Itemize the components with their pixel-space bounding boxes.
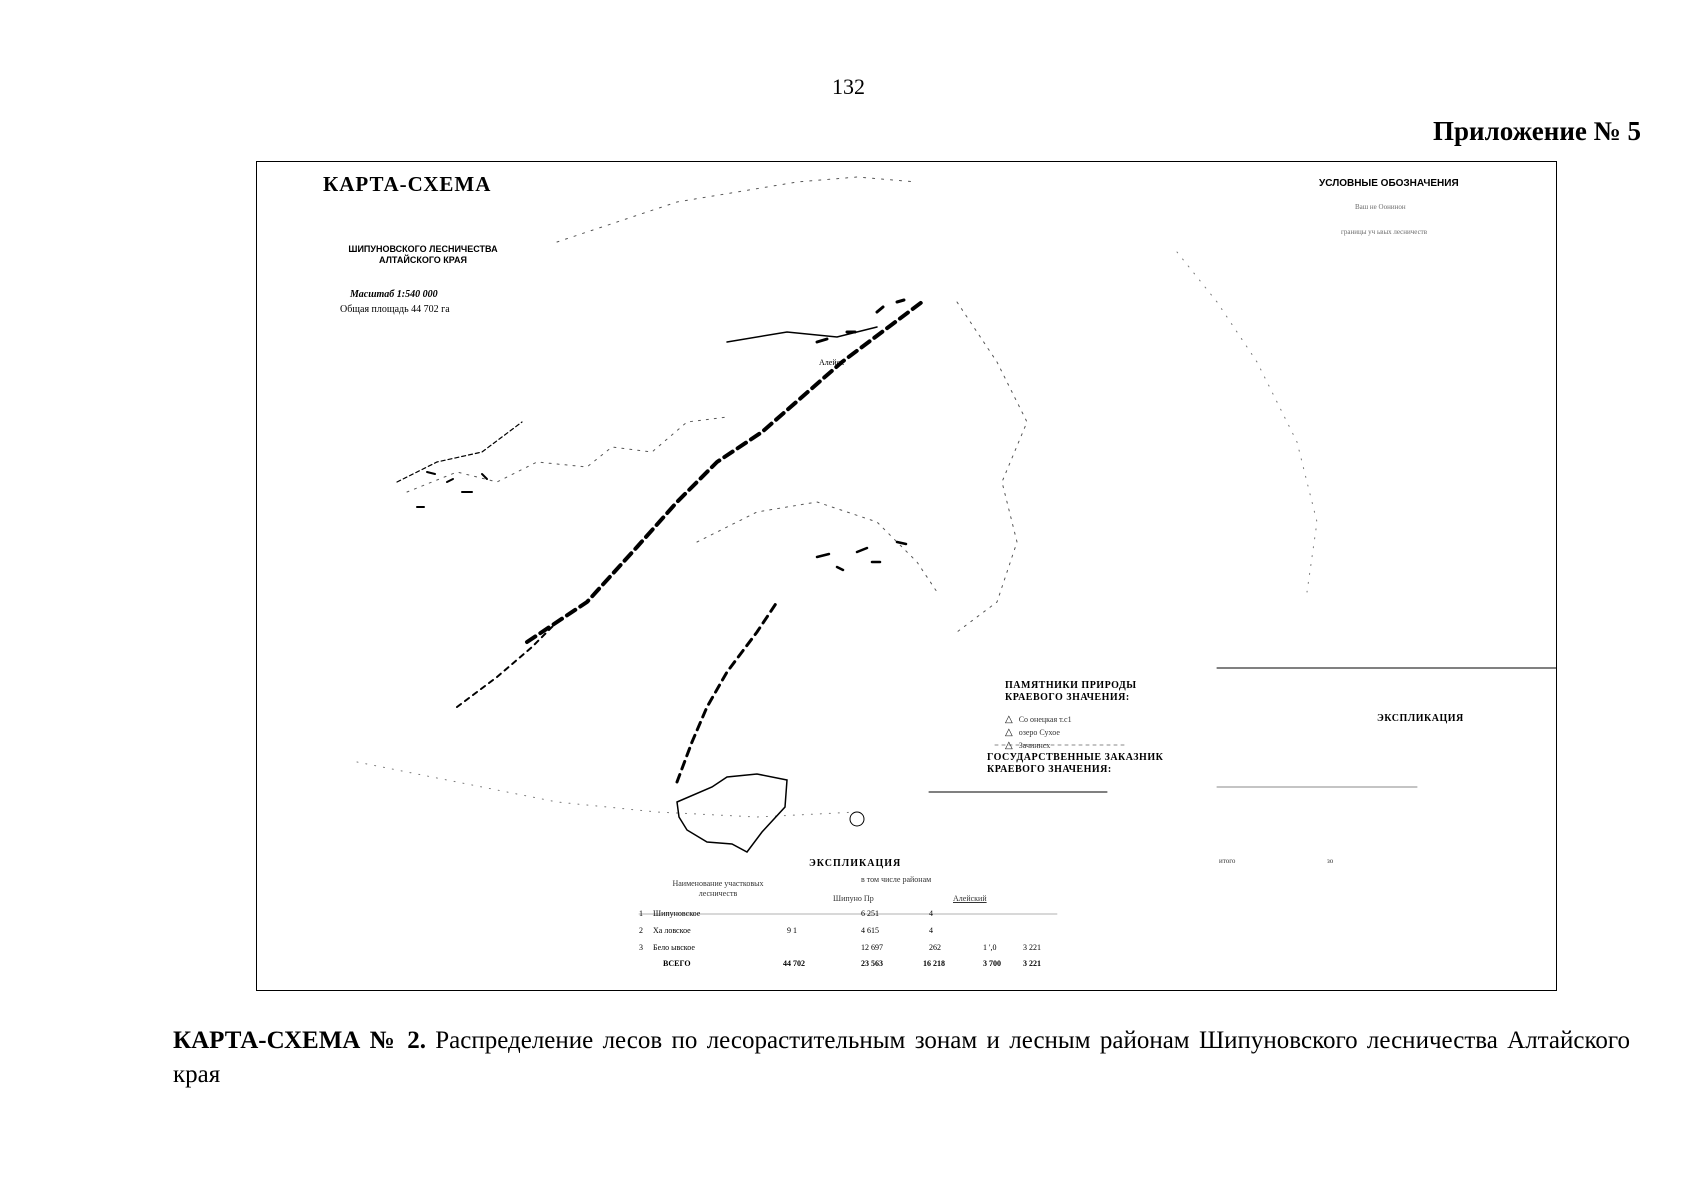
- row-col-b: 262: [929, 943, 941, 952]
- nature-monuments-title-line2: КРАЕВОГО ЗНАЧЕНИЯ:: [1005, 692, 1130, 703]
- triangle-icon: △: [1005, 727, 1013, 738]
- nature-monument-label: Зачиннсх: [1018, 741, 1051, 750]
- legend-item: Ваш не Оонинон: [1355, 203, 1406, 211]
- row-col-b: 4: [929, 926, 933, 935]
- figure-caption: [173, 1024, 1630, 1092]
- total-label: ВСЕГО: [663, 959, 691, 968]
- triangle-icon: △: [1005, 714, 1013, 725]
- forest-belt-main: [527, 302, 922, 642]
- total-col-b: 16 218: [923, 959, 945, 968]
- explication-bottom-title: ЭКСПЛИКАЦИЯ: [809, 858, 902, 869]
- total-col-d: 3 221: [1023, 959, 1041, 968]
- reserve-title-line1: ГОСУДАРСТВЕННЫЕ ЗАКАЗНИК: [987, 752, 1164, 763]
- total-col-a: 23 563: [861, 959, 883, 968]
- map-subtitle-line2: АЛТАЙСКОГО КРАЯ: [379, 255, 467, 265]
- table-header-group: в том числе районам: [861, 875, 932, 884]
- row-col-c: 1 ',0: [983, 943, 997, 952]
- nature-monument-item: [1005, 714, 1072, 725]
- explication-right-title: ЭКСПЛИКАЦИЯ: [1377, 713, 1464, 724]
- page-number: 132: [832, 74, 865, 99]
- table-row: [639, 909, 1059, 923]
- table-row: [639, 943, 1059, 957]
- reserve-title-line2: КРАЕВОГО ЗНАЧЕНИЯ:: [987, 764, 1112, 775]
- explication-right-label: итого: [1219, 857, 1236, 865]
- row-name: Шипуновское: [653, 909, 701, 918]
- boundary-east: [957, 302, 1027, 632]
- row-name: Бело ывское: [653, 943, 695, 952]
- forest-belt-secondary: [457, 622, 557, 707]
- nature-monument-item: [1005, 740, 1050, 751]
- map-drawing: [257, 162, 1557, 991]
- town-label: Алейск: [819, 358, 845, 367]
- row-col-a: 12 697: [861, 943, 883, 952]
- boundary-south: [357, 762, 857, 817]
- legend-item: границы уч ьвых лесничеств: [1341, 228, 1428, 236]
- boundary-west: [407, 417, 727, 492]
- row-number: 2: [639, 926, 643, 935]
- boundary-central: [697, 502, 937, 592]
- total-col-c: 3 700: [983, 959, 1001, 968]
- map-title: КАРТА-СХЕМА: [323, 172, 492, 196]
- row-col-d: 3 221: [1023, 943, 1041, 952]
- row-col-a: 6 251: [861, 909, 879, 918]
- table-circle-mark: [850, 812, 864, 826]
- row-col-b: 4: [929, 909, 933, 918]
- table-header-col-a: Шипуно Пр: [833, 894, 874, 903]
- caption-label: КАРТА-СХЕМА № 2.: [173, 1027, 426, 1054]
- total-value: 44 702: [783, 959, 805, 968]
- table-header-name: [663, 879, 773, 899]
- table-total-row: [639, 959, 1059, 973]
- table-row: [639, 926, 1059, 940]
- table-header-col-b: Алейский: [953, 894, 987, 903]
- caption-text: Распределение лесов по лесорастительным зонам и лесным районам Шипуновского лесничества Алтайского края: [173, 1027, 1630, 1088]
- map-frame: [256, 161, 1557, 991]
- row-number: 3: [639, 943, 643, 952]
- explication-right-label: зо: [1327, 857, 1334, 865]
- table-header-name-line1: Наименование участковых: [672, 879, 764, 888]
- forest-patch-cluster-central: [817, 542, 906, 570]
- table-header-name-line2: лесничеств: [698, 889, 738, 898]
- reserve-title: [987, 752, 1163, 776]
- boundary-north: [557, 177, 917, 242]
- row-col-a: 4 615: [861, 926, 879, 935]
- boundary-far-east: [1177, 252, 1317, 592]
- road-line: [727, 327, 877, 342]
- forest-belt-southern: [677, 602, 777, 782]
- nature-monuments-title-line1: ПАМЯТНИКИ ПРИРОДЫ: [1005, 680, 1137, 691]
- row-number: 1: [639, 909, 643, 918]
- nature-monuments-title: [1005, 680, 1137, 704]
- legend-title: УСЛОВНЫЕ ОБОЗНАЧЕНИЯ: [1319, 178, 1459, 189]
- nature-monument-label: озеро Сухое: [1018, 728, 1060, 737]
- row-name: Ха ловское: [653, 926, 691, 935]
- map-scale: Масштаб 1:540 000: [350, 289, 438, 300]
- map-total-area: Общая площадь 44 702 га: [340, 304, 450, 315]
- appendix-label: Приложение № 5: [1433, 116, 1641, 146]
- reserve-polygon: [677, 774, 787, 852]
- map-subtitle-line1: ШИПУНОВСКОГО ЛЕСНИЧЕСТВА: [348, 244, 498, 254]
- nature-monument-item: [1005, 727, 1060, 738]
- row-total: 9 1: [787, 926, 797, 935]
- map-subtitle: [333, 244, 513, 266]
- triangle-icon: △: [1005, 740, 1013, 751]
- nature-monument-label: Со онецкая т.с1: [1018, 715, 1072, 724]
